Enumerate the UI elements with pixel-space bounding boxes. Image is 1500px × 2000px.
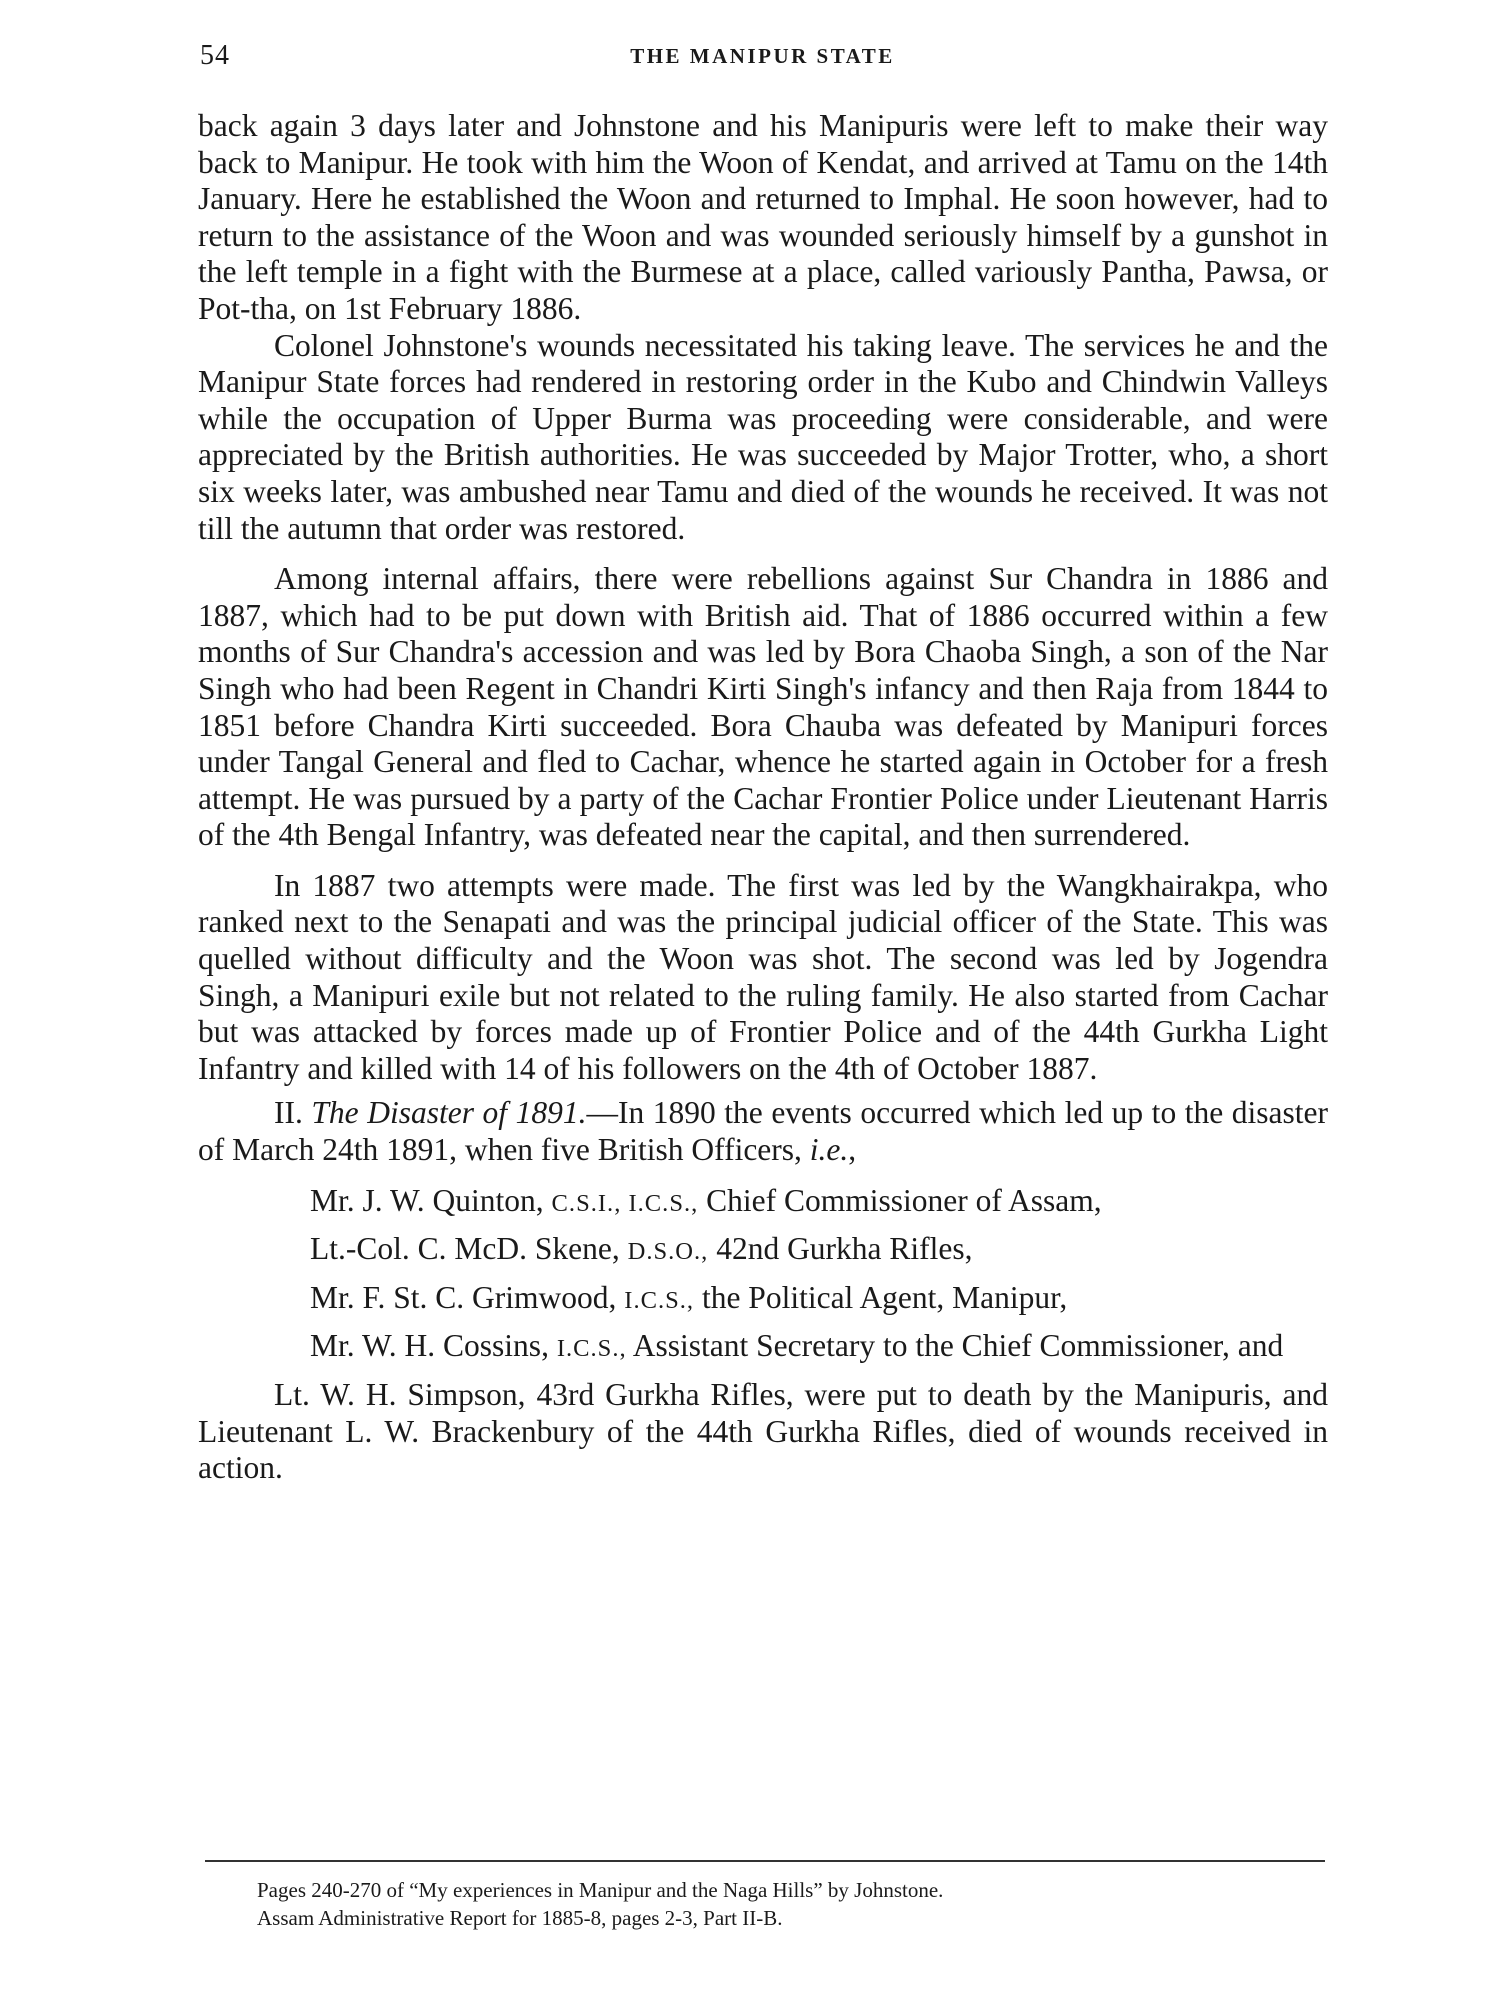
section-text: —In 1890 the events occurred which led up to the disaster of March 24th 1891, when five British Officers,: [198, 1095, 1328, 1168]
page-number: 54: [200, 40, 230, 71]
footnote-johnstone: Pages 240-270 of “My experiences in Manipur and the Naga Hills” by Johnstone.: [257, 1878, 944, 1902]
officer-role: Assistant Secretary to the Chief Commissioner, and: [632, 1328, 1284, 1364]
paragraph-1887-attempts: In 1887 two attempts were made. The first was led by the Wangkhairakpa, who ranked next to the Senapati and was the principal judicial officer of the State. This was quelled without difficulty and the Woon was shot. The second was led by Jogendra Singh, a Manipuri exile but not related to the ruling family. He also started from Cachar but was attacked by forces made up of Frontier Police and of the 44th Gurkha Light Infantry and killed with 14 of his followers on the 4th of October 1887.: [198, 867, 1328, 1086]
ie-abbreviation: i.e.: [809, 1132, 849, 1168]
officer-honours: C.S.I., I.C.S.,: [551, 1189, 699, 1217]
officer-honours: I.C.S.,: [624, 1286, 695, 1314]
paragraph-johnstone-wounds: Colonel Johnstone's wounds necessitated his taking leave. The services he and the Manipur State forces had rendered in restoring order in the Kubo and Chindwin Valleys while the occupation of Upper Burma was proceeding were considerable, and were appreciated by the British authorities. He was succeeded by Major Trotter, who, a short six weeks later, was ambushed near Tamu and died of the wounds he received. It was not till the autumn that order was restored.: [198, 327, 1328, 546]
officer-entry: [198, 1280, 1328, 1320]
section-heading: The Disaster of 1891.: [311, 1095, 587, 1131]
main-text: [198, 108, 1328, 1487]
paragraph-disaster-1891: II. The Disaster of 1891.—In 1890 the events occurred which led up to the disaster of March 24th 1891, when five British Officers, i.e.,: [198, 1095, 1328, 1168]
officer-honours: D.S.O.,: [627, 1238, 709, 1266]
officer-name: Mr. W. H. Cossins,: [310, 1328, 549, 1364]
officer-entry: [198, 1328, 1328, 1368]
officer-role: the Political Agent, Manipur,: [701, 1279, 1068, 1315]
officer-entry: [198, 1183, 1328, 1223]
paragraph-rebellions: Among internal affairs, there were rebellions against Sur Chandra in 1886 and 1887, which had to be put down with British aid. That of 1886 occurred within a few months of Sur Chandra's accession and was led by Bora Chaoba Singh, a son of the Nar Singh who had been Regent in Chandri Kirti Singh's infancy and then Raja from 1844 to 1851 before Chandra Kirti succeeded. Bora Chauba was defeated by Manipuri forces under Tangal General and fled to Cachar, whence he started again in October for a fresh attempt. He was pursued by a party of the Cachar Frontier Police under Lieutenant Harris of the 4th Bengal Infantry, was defeated near the capital, and then surrendered.: [198, 561, 1328, 853]
officer-entry: [198, 1231, 1328, 1271]
page-header: [200, 40, 1325, 80]
officer-name: Lt.-Col. C. McD. Skene,: [310, 1231, 620, 1267]
officer-name: Mr. F. St. C. Grimwood,: [310, 1279, 617, 1315]
officer-role: Chief Commissioner of Assam,: [706, 1182, 1102, 1218]
footnote-assam-report: Assam Administrative Report for 1885-8, pages 2-3, Part II-B.: [257, 1906, 783, 1930]
section-number: II.: [274, 1095, 312, 1131]
footnotes: [205, 1860, 1325, 1932]
running-title: THE MANIPUR STATE: [630, 44, 895, 68]
paragraph-closing: Lt. W. H. Simpson, 43rd Gurkha Rifles, were put to death by the Manipuris, and Lieutenant L. W. Brackenbury of the 44th Gurkha Rifles, died of wounds received in action.: [198, 1377, 1328, 1486]
officer-role: 42nd Gurkha Rifles,: [716, 1231, 973, 1267]
officer-honours: I.C.S.,: [556, 1335, 627, 1363]
paragraph-continued: back again 3 days later and Johnstone and his Manipuris were left to make their way back to Manipur. He took with him the Woon of Kendat, and arrived at Tamu on the 14th January. Here he established the Woon and returned to Imphal. He soon however, had to return to the assistance of the Woon and was wounded seriously himself by a gunshot in the left temple in a fight with the Burmese at a place, called variously Pantha, Pawsa, or Pot-tha, on 1st February 1886.: [198, 108, 1328, 326]
officer-name: Mr. J. W. Quinton,: [310, 1182, 544, 1218]
officers-list: [198, 1183, 1328, 1368]
